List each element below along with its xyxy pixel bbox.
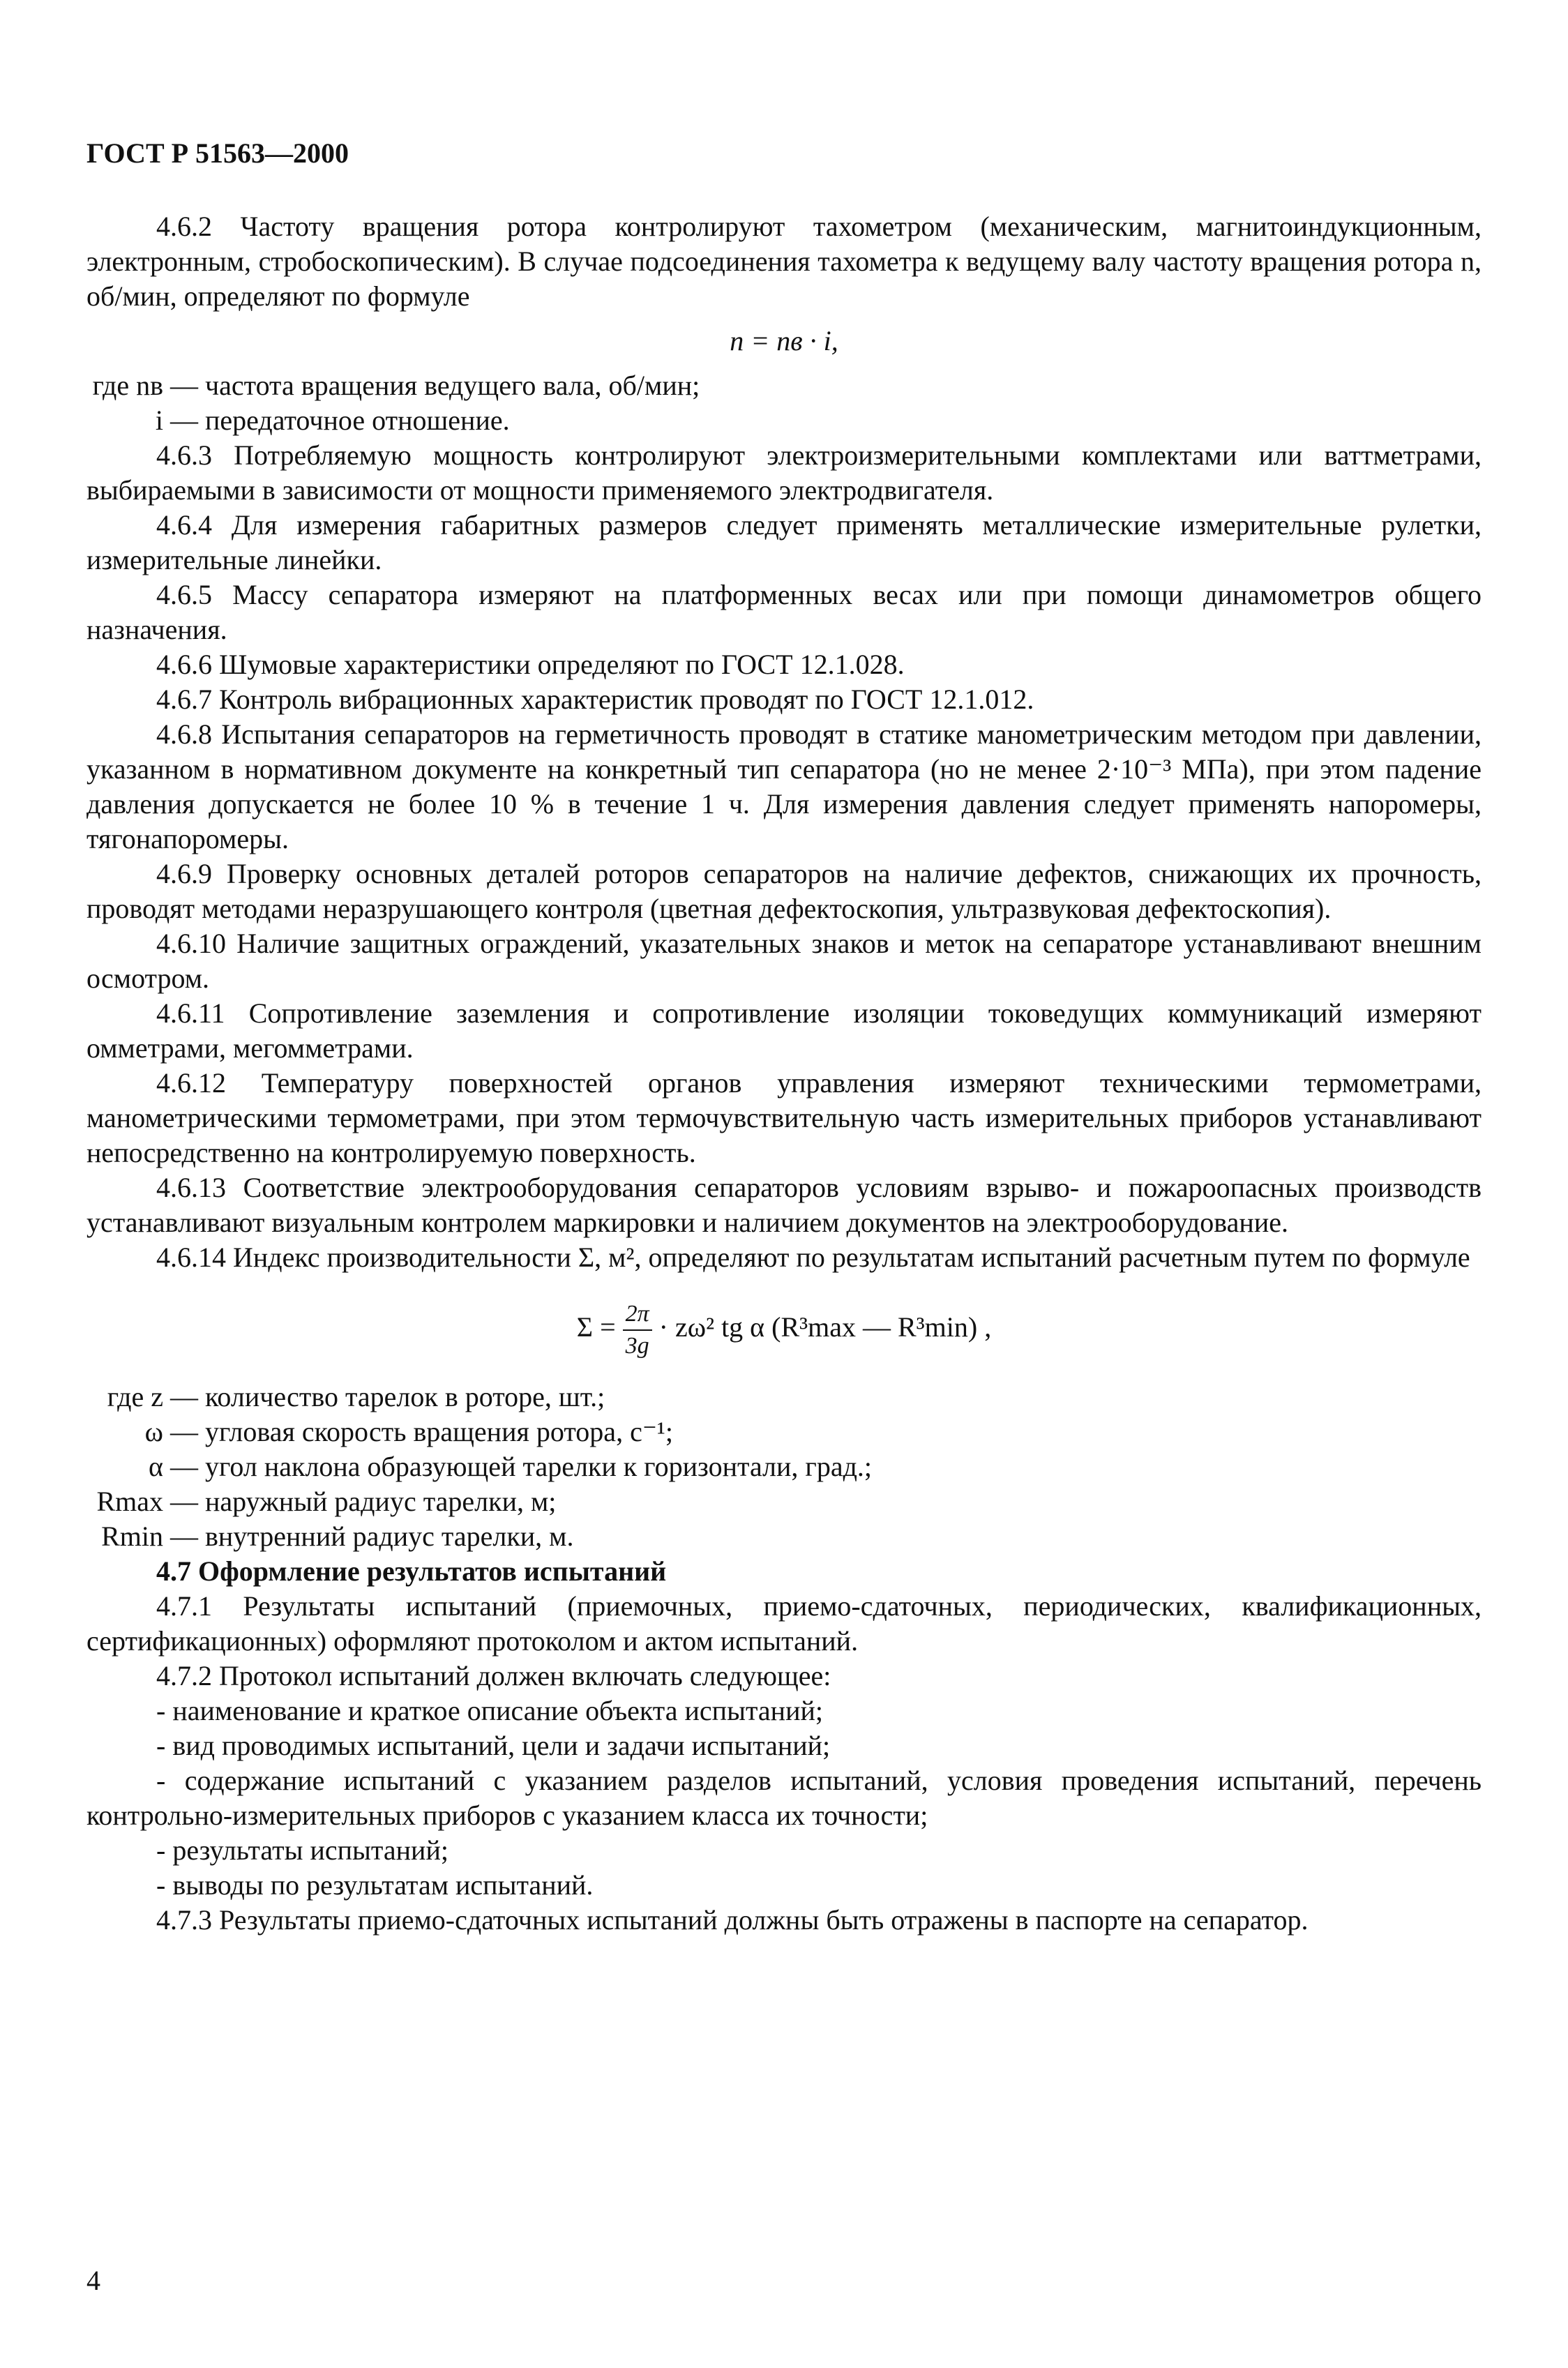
fraction-denominator: 3g bbox=[625, 1332, 649, 1359]
definition-symbol: где nв — bbox=[92, 370, 198, 401]
formula-fraction bbox=[623, 1299, 652, 1362]
paragraph-4-6-6: 4.6.6 Шумовые характеристики определяют по ГОСТ 12.1.028. bbox=[156, 649, 905, 680]
paragraph-4-6-4: 4.6.4 Для измерения габаритных размеров следует применять металлические измерительные рулетки, измерительные линейки. bbox=[86, 509, 1482, 575]
formula-lhs: Σ = bbox=[576, 1311, 616, 1343]
definition-text: частота вращения ведущего вала, об/мин; bbox=[205, 370, 700, 401]
paragraph-4-6-11: 4.6.11 Сопротивление заземления и сопротивление изоляции токоведущих коммуникаций измеряют омметрами, мегомметрами. bbox=[86, 997, 1482, 1064]
section-heading-4-7: 4.7 Оформление результатов испытаний bbox=[156, 1555, 667, 1587]
definition-symbol: ω — bbox=[144, 1416, 198, 1447]
paragraph-4-6-8: 4.6.8 Испытания сепараторов на герметичность проводят в статике манометрическим методом при давлении, указанном в нормативном документе на конкретный тип сепаратора (но не менее 2·10⁻³ МПа), при этом падение давления допускается не более 10 % в течение 1 ч. Для измерения давления следует применять напоромеры, тягонапоромеры. bbox=[86, 718, 1482, 854]
document-header: ГОСТ Р 51563—2000 bbox=[86, 137, 349, 169]
definition-text: наружный радиус тарелки, м; bbox=[205, 1486, 557, 1517]
formula-rotation-speed: n = nв · i, bbox=[730, 325, 838, 356]
paragraph-4-7-2: 4.7.2 Протокол испытаний должен включать следующее: bbox=[156, 1660, 831, 1691]
list-item: - содержание испытаний с указанием разделов испытаний, условия проведения испытаний, перечень контрольно-измерительных приборов с указанием класса их точности; bbox=[86, 1765, 1482, 1831]
definition-text: количество тарелок в роторе, шт.; bbox=[205, 1381, 605, 1412]
paragraph-4-6-2: 4.6.2 Частоту вращения ротора контролируют тахометром (механическим, магнитоиндукционным, электронным, стробоскопическим). В случае подсоединения тахометра к ведущему валу частоту вращения ротора n, об/мин, определяют по формуле bbox=[86, 211, 1482, 312]
list-item: - наименование и краткое описание объекта испытаний; bbox=[156, 1695, 824, 1726]
page-number: 4 bbox=[86, 2265, 100, 2296]
list-item: - вид проводимых испытаний, цели и задачи испытаний; bbox=[156, 1730, 831, 1761]
definition-text: угол наклона образующей тарелки к горизонтали, град.; bbox=[205, 1451, 873, 1482]
definition-text: внутренний радиус тарелки, м. bbox=[205, 1521, 574, 1552]
document-body bbox=[86, 209, 1482, 1938]
paragraph-4-6-13: 4.6.13 Соответствие электрооборудования сепараторов условиям взрыво- и пожароопасных производств устанавливают визуальным контролем маркировки и наличием документов на электрооборудование. bbox=[86, 1172, 1482, 1238]
paragraph-4-6-5: 4.6.5 Массу сепаратора измеряют на платформенных весах или при помощи динамометров общего назначения. bbox=[86, 579, 1482, 645]
paragraph-4-7-3: 4.7.3 Результаты приемо-сдаточных испытаний должны быть отражены в паспорте на сепаратор. bbox=[156, 1904, 1309, 1936]
definition-symbol: Rmin — bbox=[101, 1521, 198, 1552]
definition-text: передаточное отношение. bbox=[205, 405, 510, 436]
paragraph-4-6-3: 4.6.3 Потребляемую мощность контролируют электроизмерительными комплектами или ваттметрами, выбираемыми в зависимости от мощности применяемого электродвигателя. bbox=[86, 439, 1482, 506]
paragraph-4-6-7: 4.6.7 Контроль вибрационных характеристик проводят по ГОСТ 12.1.012. bbox=[156, 684, 1034, 715]
paragraph-4-6-14: 4.6.14 Индекс производительности Σ, м², определяют по результатам испытаний расчетным путем по формуле bbox=[156, 1242, 1470, 1273]
definition-symbol: где z — bbox=[107, 1381, 198, 1412]
paragraph-4-6-9: 4.6.9 Проверку основных деталей роторов сепараторов на наличие дефектов, снижающих их прочность, проводят методами неразрушающего контроля (цветная дефектоскопия, ультразвуковая дефектоскопия). bbox=[86, 858, 1482, 924]
definition-symbol: Rmax — bbox=[96, 1486, 198, 1517]
definition-symbol: i — bbox=[155, 405, 198, 436]
paragraph-4-7-1: 4.7.1 Результаты испытаний (приемочных, приемо-сдаточных, периодических, квалификационных, сертификационных) оформляют протоколом и актом испытаний. bbox=[86, 1590, 1482, 1657]
list-item: - результаты испытаний; bbox=[156, 1834, 448, 1866]
formula-2-definitions bbox=[86, 1380, 1482, 1554]
formula-rhs: · zω² tg α (R³max — R³min) , bbox=[658, 1311, 992, 1343]
paragraph-4-6-12: 4.6.12 Температуру поверхностей органов управления измеряют техническими термометрами, манометрическими термометрами, при этом термочувствительную часть измерительных приборов устанавливают непосредственно на контролируемую поверхность. bbox=[86, 1067, 1482, 1168]
definition-text: угловая скорость вращения ротора, с⁻¹; bbox=[205, 1416, 674, 1447]
definition-symbol: α — bbox=[149, 1451, 198, 1482]
fraction-numerator: 2π bbox=[623, 1299, 652, 1331]
formula-productivity-index bbox=[86, 1275, 1482, 1380]
paragraph-4-6-10: 4.6.10 Наличие защитных ограждений, указательных знаков и меток на сепараторе устанавливают внешним осмотром. bbox=[86, 928, 1482, 994]
formula-1-definitions bbox=[86, 368, 1482, 438]
list-item: - выводы по результатам испытаний. bbox=[156, 1869, 594, 1901]
